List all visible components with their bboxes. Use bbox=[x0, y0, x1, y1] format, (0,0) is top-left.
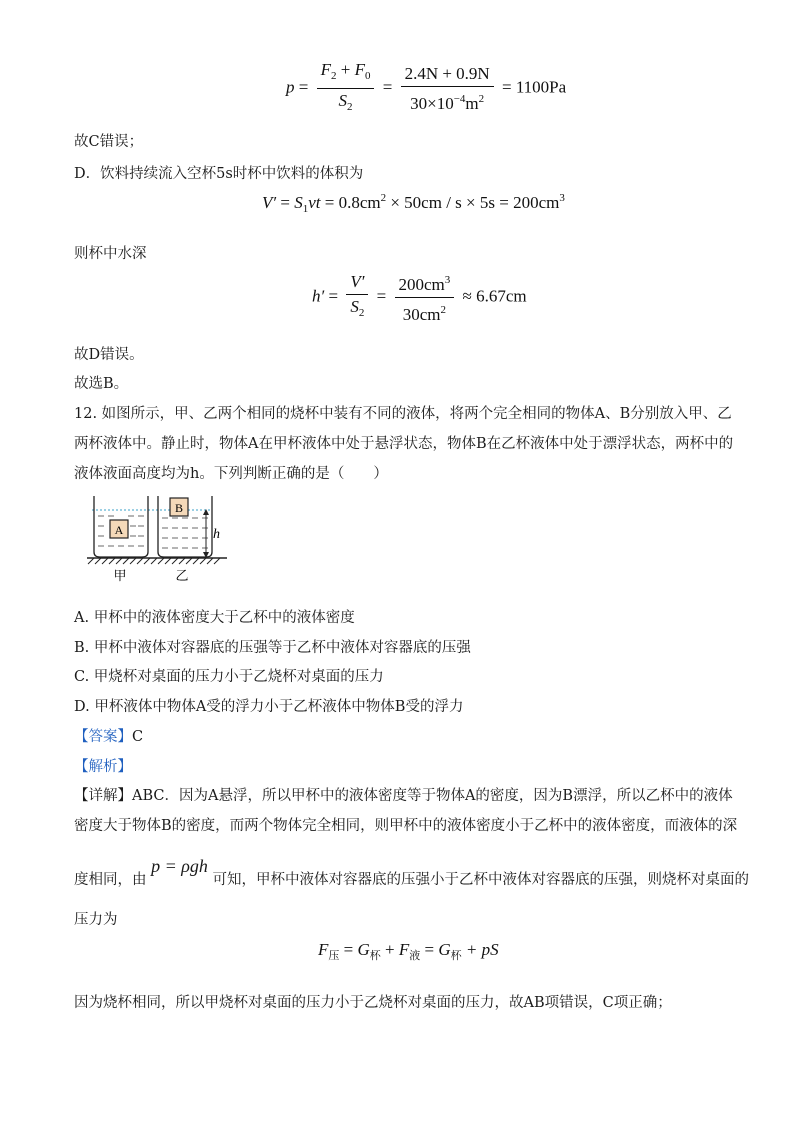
c-wrong-text: 故C错误； bbox=[74, 134, 144, 150]
detail-line-2: 密度大于物体B的密度，而两个物体完全相同，则甲杯中的液体密度小于乙杯中的液体密度，而液体的深 bbox=[74, 818, 738, 834]
jia-label: 甲 bbox=[113, 569, 127, 584]
question-line-2: 两杯液体中。静止时，物体A在甲杯液体中处于悬浮状态，物体B在乙杯液体中处于漂浮状态，两杯中的 bbox=[74, 436, 734, 452]
answer-value: C bbox=[132, 729, 144, 745]
beakers-diagram bbox=[82, 490, 242, 585]
formula1-result: 1100Pa bbox=[515, 77, 567, 97]
option-c: C. 甲烧杯对桌面的压力小于乙烧杯对桌面的压力 bbox=[74, 669, 384, 685]
formula3-result: ≈ 6.67cm bbox=[462, 286, 527, 306]
option-a: A. 甲杯中的液体密度大于乙杯中的液体密度 bbox=[74, 610, 355, 626]
h-label: h bbox=[213, 527, 220, 542]
formula3-fraction-symbolic: $\frac{V'}{S_2}$ bbox=[346, 272, 368, 323]
answer-tag: 【答案】 bbox=[74, 729, 132, 745]
question-line-1: 12. 如图所示，甲、乙两个相同的烧杯中装有不同的液体，将两个完全相同的物体A、B分别放入甲、乙 bbox=[74, 406, 732, 422]
d-wrong-text: 故D错误。 bbox=[74, 347, 144, 363]
formula1-fraction-numeric: $\frac{2.4N + 0.9N}{30\times 10^{-4}m^2}$ bbox=[401, 64, 494, 114]
pressure-formula-inline: p = ρgh bbox=[151, 856, 208, 876]
object-b-label: B bbox=[174, 501, 184, 515]
formula1-fraction-symbolic: $\frac{F_2 + F_0}{S_2}$ bbox=[317, 60, 375, 117]
detail-line-3: 度相同，由 p = ρgh 可知，甲杯中液体对容器底的压强小于乙杯中液体对容器底的压强，则烧杯对桌面的 bbox=[74, 856, 750, 888]
formula3-fraction-numeric: $\frac{200cm^3}{30cm^2}$ bbox=[395, 270, 455, 325]
pressure-formula: p = $\frac{F_2 + F_0}{S_2}$ = $\frac{2.4N + 0.9N}{30\times 10^{-4}m^2}$ = 1100Pa bbox=[286, 60, 566, 117]
depth-intro-text: 则杯中水深 bbox=[74, 246, 147, 262]
answer-line bbox=[74, 727, 143, 747]
analysis-tag: 【解析】 bbox=[74, 759, 132, 775]
d-intro-text: D．饮料持续流入空杯5s时杯中饮料的体积为 bbox=[74, 166, 364, 182]
conclusion-text: 因为烧杯相同，所以甲烧杯对桌面的压力小于乙烧杯对桌面的压力，故AB项错误，C项正确； bbox=[74, 995, 672, 1011]
volume-formula: $V' = S_1vt = 0.8cm^2 \times 50cm / s \times 5s = 200cm^3$ bbox=[262, 192, 565, 215]
question-line-3: 液体液面高度均为h。下列判断正确的是（ ） bbox=[74, 466, 388, 482]
detail-line-4: 压力为 bbox=[74, 912, 118, 928]
object-a-label: A bbox=[114, 523, 124, 537]
detail-line-1: 【详解】ABC．因为A悬浮，所以甲杯中的液体密度等于物体A的密度，因为B漂浮，所以乙杯中的液体 bbox=[74, 788, 733, 804]
option-d: D. 甲杯液体中物体A受的浮力小于乙杯液体中物体B受的浮力 bbox=[74, 699, 464, 715]
depth-formula: h′ = $\frac{V'}{S_2}$ = $\frac{200cm^3}{30cm^2}$ ≈ 6.67cm bbox=[312, 272, 527, 324]
option-b: B. 甲杯中液体对容器底的压强等于乙杯中液体对容器底的压强 bbox=[74, 640, 471, 656]
beakers-figure bbox=[82, 490, 242, 589]
force-formula: $F_压 = G_杯 + F_液 = G_杯$ + pS bbox=[318, 940, 499, 962]
yi-label: 乙 bbox=[175, 569, 189, 584]
choose-b-text: 故选B。 bbox=[74, 376, 129, 392]
formula1-lhs: p bbox=[286, 77, 295, 97]
